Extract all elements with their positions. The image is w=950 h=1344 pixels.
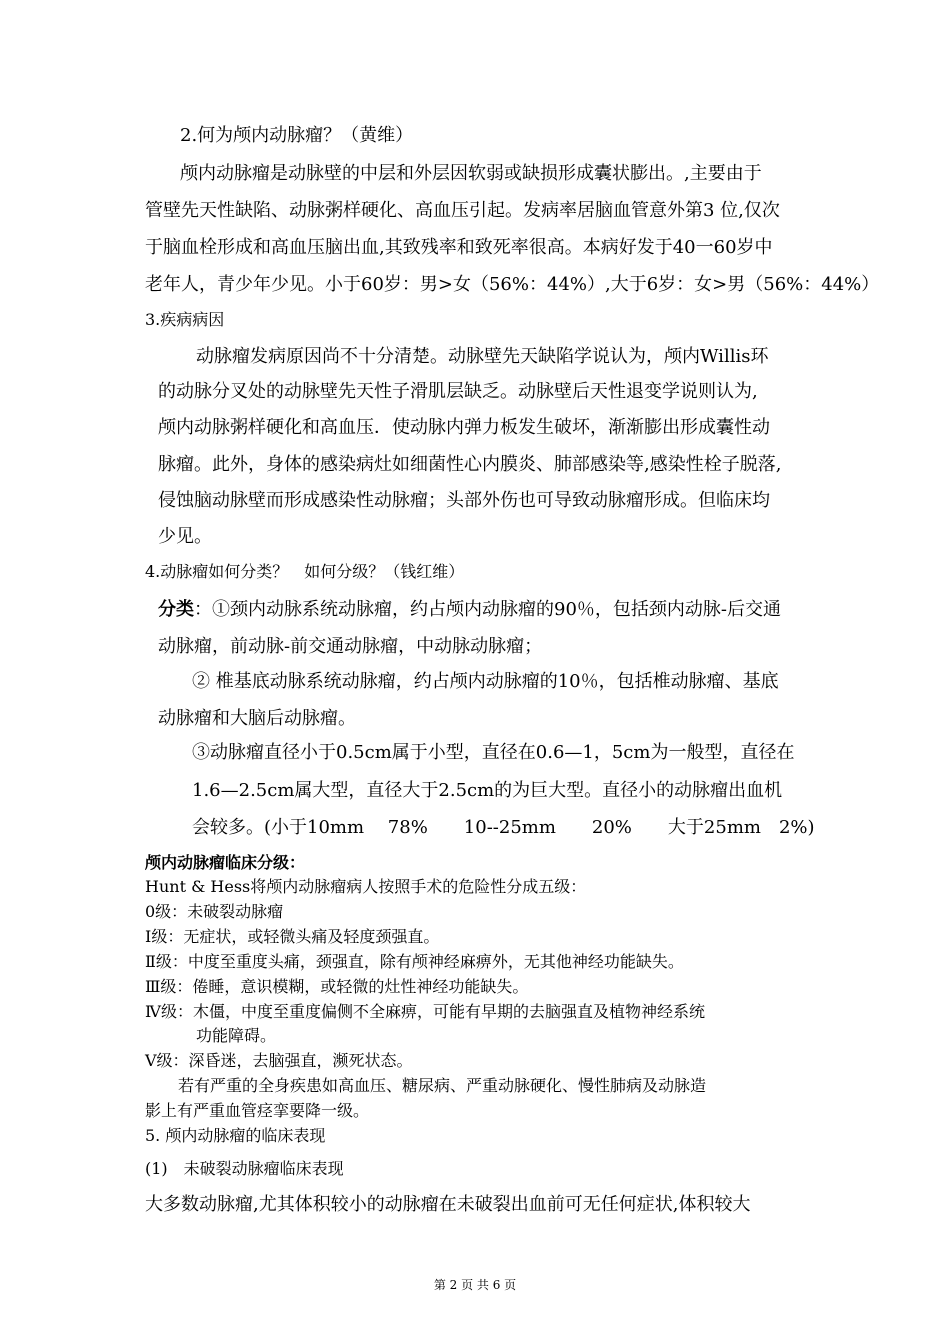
classify-text: ：①颈内动脉系统动脉瘤，约占颅内动脉瘤的90％，包括颈内动脉-后交通: [194, 599, 781, 620]
section-4-heading: 4.动脉瘤如何分类？ 如何分级？（钱红维）: [145, 562, 465, 581]
section-3-line: 侵蚀脑动脉壁而形成感染性动脉瘤；头部外伤也可导致动脉瘤形成。但临床均: [158, 490, 770, 511]
section-4-line: ③动脉瘤直径小于0.5cm属于小型，直径在0.6—1，5cm为一般型，直径在: [192, 742, 795, 763]
section-3-line: 动脉瘤发病原因尚不十分清楚。动脉壁先天缺陷学说认为，颅内Willis环: [196, 346, 769, 367]
section-3-line: 颅内动脉粥样硬化和高血压．使动脉内弹力板发生破坏，渐渐膨出形成囊性动: [158, 417, 770, 438]
grade-item: Ⅲ级：倦睡，意识模糊，或轻微的灶性神经功能缺失。: [145, 977, 529, 996]
section-4-line: 动脉瘤和大脑后动脉瘤。: [158, 708, 356, 729]
section-2-heading: 2.何为颅内动脉瘤？（黄维）: [180, 125, 414, 146]
section-4-line: 会较多。(小于10mm 78% 10--25mm 20% 大于25mm 2%): [192, 817, 815, 838]
page-footer: 第 2 页 共 6 页: [433, 1278, 517, 1292]
grade-item: Ⅳ级：木僵，中度至重度偏侧不全麻痹，可能有早期的去脑强直及植物神经系统: [145, 1002, 705, 1021]
section-4-classify-line: [158, 595, 781, 621]
grading-intro: Hunt & Hess将颅内动脉瘤病人按照手术的危险性分成五级：: [145, 877, 587, 896]
grading-note: 若有严重的全身疾患如高血压、糖尿病、严重动脉硬化、慢性肺病及动脉造: [178, 1076, 707, 1095]
section-4-line: 1.6—2.5cm属大型，直径大于2.5cm的为巨大型。直径小的动脉瘤出血机: [192, 780, 783, 801]
section-2-line: 管壁先天性缺陷、动脉粥样硬化、高血压引起。发病率居脑血管意外第3 位,仅次: [145, 200, 780, 221]
section-5-sub1: (1) 未破裂动脉瘤临床表现: [145, 1159, 344, 1178]
section-3-line: 少见。: [158, 526, 212, 547]
grade-item: 功能障碍。: [196, 1026, 277, 1045]
section-5-heading: 5. 颅内动脉瘤的临床表现: [145, 1126, 326, 1145]
section-3-heading: 3.疾病病因: [145, 310, 225, 329]
grading-note: 影上有严重血管痉挛要降一级。: [145, 1101, 370, 1120]
section-2-line: 于脑血栓形成和高血压脑出血,其致残率和致死率很高。本病好发于40一60岁中: [145, 237, 773, 258]
section-3-line: 的动脉分叉处的动脉壁先天性子滑肌层缺乏。动脉壁后天性退变学说则认为,: [158, 381, 758, 402]
section-4-line: 动脉瘤，前动脉-前交通动脉瘤，中动脉动脉瘤；: [158, 636, 543, 657]
grade-item: Ⅰ级：无症状，或轻微头痛及轻度颈强直。: [145, 927, 440, 946]
section-5-line: 大多数动脉瘤,尤其体积较小的动脉瘤在未破裂出血前可无任何症状,体积较大: [145, 1194, 751, 1215]
section-2-line: 颅内动脉瘤是动脉壁的中层和外层因软弱或缺损形成囊状膨出。,主要由于: [180, 163, 762, 184]
grade-item: 0级：未破裂动脉瘤: [145, 902, 284, 921]
classify-label: 分类: [158, 599, 194, 620]
grade-item: Ⅴ级：深昏迷，去脑强直，濒死状态。: [145, 1051, 413, 1070]
grading-title: 颅内动脉瘤临床分级：: [145, 853, 306, 872]
section-3-line: 脉瘤。此外，身体的感染病灶如细菌性心内膜炎、肺部感染等,感染性栓子脱落,: [158, 454, 782, 475]
section-2-line: 老年人，青少年少见。小于60岁：男>女（56%：44%）,大于6岁：女>男（56%：44%）: [145, 274, 880, 295]
section-4-line: ② 椎基底动脉系统动脉瘤，约占颅内动脉瘤的10％，包括椎动脉瘤、基底: [192, 671, 779, 692]
grade-item: Ⅱ级：中度至重度头痛，颈强直，除有颅神经麻痹外，无其他神经功能缺失。: [145, 952, 684, 971]
